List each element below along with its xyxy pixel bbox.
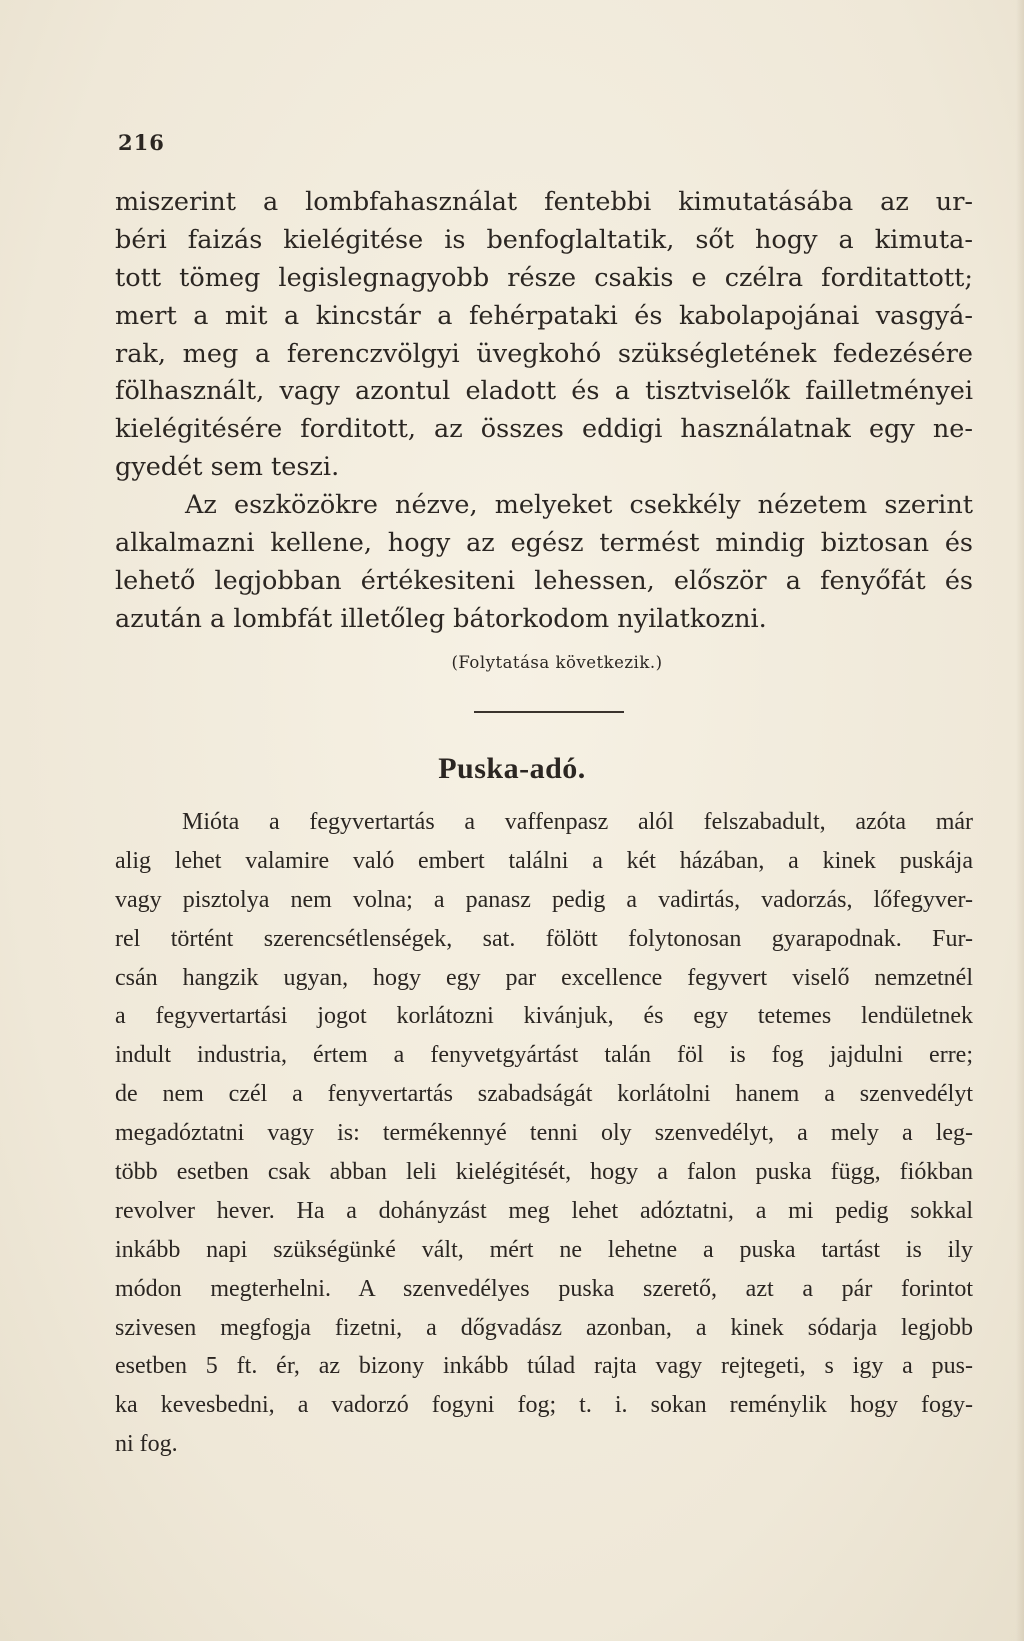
continued-note: (Folytatása következik.) [451, 653, 663, 672]
article-title: Puska-adó. [438, 752, 586, 785]
text-line: fölhasznált, vagy azontul eladott és a tisztviselők failletményei [115, 376, 973, 407]
text-line: esetben 5 ft. ér, az bizony inkább túlad rajta vagy rejtegeti, s igy a pus- [115, 1353, 973, 1380]
text-line: béri faizás kielégitése is benfoglaltatik, sőt hogy a kimuta- [115, 224, 973, 255]
page-number: 216 [118, 130, 165, 155]
page-edge-shadow [1016, 0, 1024, 1641]
text-line: revolver hever. Ha a dohányzást meg lehet adóztatni, a mi pedig sokkal [115, 1197, 973, 1224]
text-line: a fegyvertartási jogot korlátozni kivánjuk, és egy tetemes lendületnek [115, 1003, 973, 1030]
text-line: lehető legjobban értékesiteni lehessen, először a fenyőfát és [115, 565, 973, 596]
text-line: megadóztatni vagy is: termékennyé tenni oly szenvedélyt, a mely a leg- [115, 1120, 973, 1147]
text-line: szivesen megfogja fizetni, a dőgvadász azonban, a kinek sódarja legjobb [115, 1314, 973, 1341]
text-line: tott tömeg legislegnagyobb része csakis e czélra forditattott; [115, 262, 973, 293]
text-line: rak, meg a ferenczvölgyi üvegkohó szükségletének fedezésére [115, 338, 973, 369]
article-body [115, 803, 973, 1464]
forestry-text-block [115, 184, 973, 639]
text-line: kielégitésére forditott, az összes eddigi használatnak egy ne- [115, 414, 973, 445]
text-line: rel történt szerencsétlenségek, sat. fölött folytonosan gyarapodnak. Fur- [115, 925, 973, 952]
paragraph-means [115, 487, 973, 639]
text-line: alig lehet valamire való embert találni a két házában, a kinek puskája [115, 847, 973, 874]
text-line: csán hangzik ugyan, hogy egy par excellence fegyvert viselő nemzetnél [115, 964, 973, 991]
text-line: mert a mit a kincstár a fehérpataki és kabolapojánai vasgyá- [115, 300, 973, 331]
text-line: alkalmazni kellene, hogy az egész termést mindig biztosan és [115, 528, 973, 559]
text-line: Az eszközökre nézve, melyeket csekkély nézetem szerint [185, 490, 973, 521]
text-line: inkább napi szükségünké vált, mért ne lehetne a puska tartást is ily [115, 1236, 973, 1263]
paragraph-continuation [115, 184, 973, 487]
text-line: módon megterhelni. A szenvedélyes puska szerető, azt a pár forintot [115, 1275, 973, 1302]
text-line: gyedét sem teszi. [115, 452, 340, 483]
text-line: de nem czél a fenyvertartás szabadságát korlátolni hanem a szenvedélyt [115, 1081, 973, 1108]
text-line: azután a lombfát illetőleg bátorkodom nyilatkozni. [115, 603, 767, 634]
text-line: miszerint a lombfahasználat fentebbi kimutatásába az ur- [115, 187, 973, 217]
text-line: több esetben csak abban leli kielégitését, hogy a falon puska függ, fiókban [115, 1159, 973, 1186]
section-divider [474, 711, 624, 713]
text-line: vagy pisztolya nem volna; a panasz pedig a vadirtás, vadorzás, lőfegyver- [115, 886, 973, 913]
text-line: indult industria, értem a fenyvetgyártást talán föl is fog jajdulni erre; [115, 1042, 973, 1069]
text-line: ni fog. [115, 1431, 178, 1458]
text-line: Mióta a fegyvertartás a vaffenpasz alól felszabadult, azóta már [182, 809, 973, 835]
text-line: ka kevesbedni, a vadorzó fogyni fog; t. i. sokan reménylik hogy fogy- [115, 1392, 973, 1419]
